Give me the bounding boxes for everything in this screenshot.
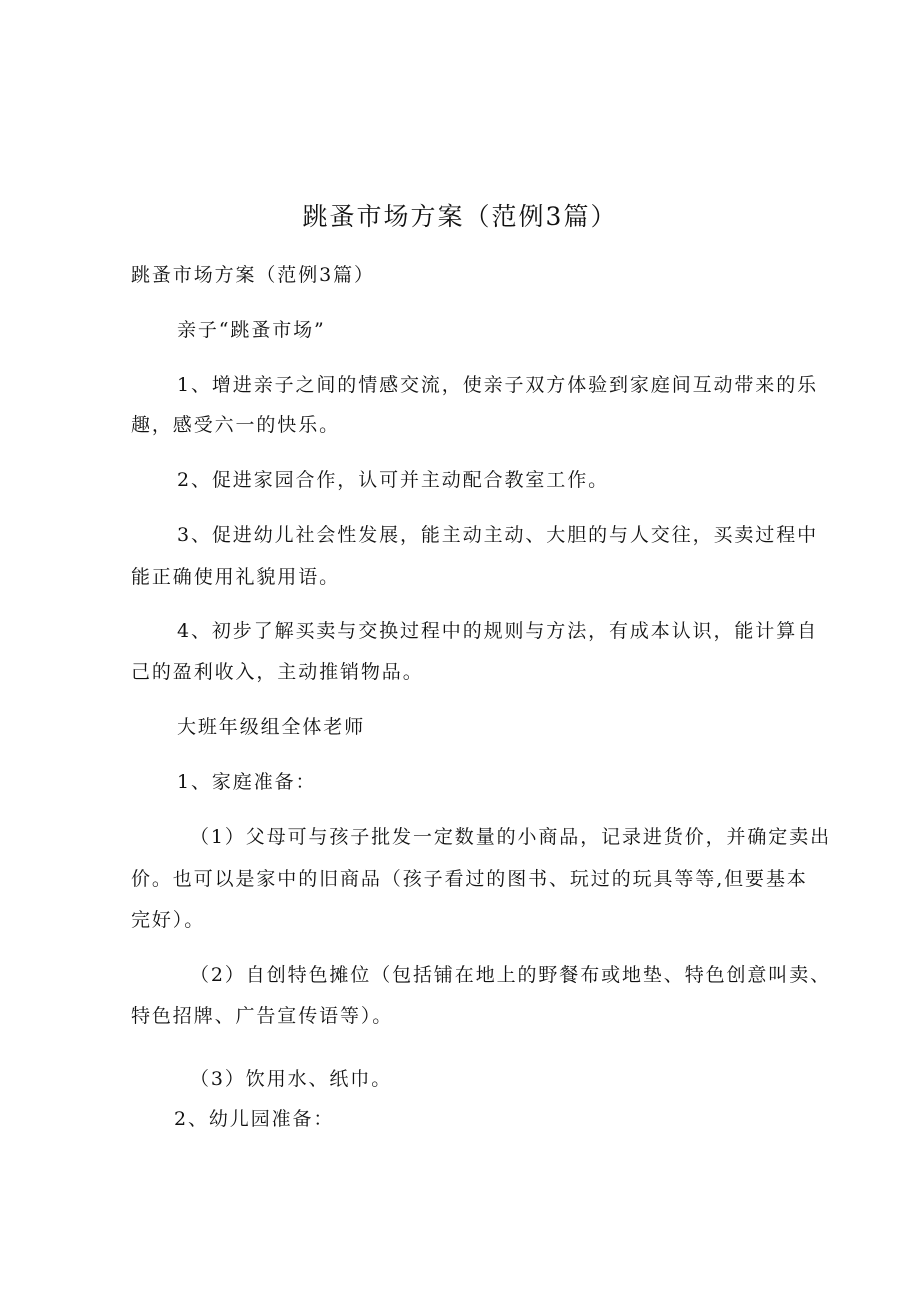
prep-item-1-line-1: （1）父母可与孩子批发一定数量的小商品，记录进货价，并确定卖出 bbox=[190, 826, 831, 848]
prep-item-1-line-3: 完好）。 bbox=[131, 909, 206, 931]
goal-1-line-2: 趣，感受六一的快乐。 bbox=[131, 414, 341, 436]
goal-1-line-1: 1、增进亲子之间的情感交流，使亲子双方体验到家庭间互动带来的乐 bbox=[177, 374, 818, 396]
document-title: 跳蚤市场方案（范例3篇） bbox=[302, 202, 618, 231]
family-preparation-heading: 1、家庭准备： bbox=[177, 771, 317, 793]
prep-item-1-line-2: 价。也可以是家中的旧商品（孩子看过的图书、玩过的玩具等等,但要基本 bbox=[131, 868, 808, 890]
participants: 大班年级组全体老师 bbox=[177, 716, 366, 738]
document-subtitle: 跳蚤市场方案（范例3篇） bbox=[131, 264, 375, 286]
kindergarten-preparation-heading: 2、幼儿园准备： bbox=[174, 1108, 335, 1130]
prep-item-2-line-2: 特色招牌、广告宣传语等）。 bbox=[131, 1005, 394, 1027]
goal-3-line-1: 3、促进幼儿社会性发展，能主动主动、大胆的与人交往，买卖过程中 bbox=[177, 524, 818, 546]
activity-heading: 亲子“跳蚤市场” bbox=[177, 319, 326, 341]
prep-item-2-line-1: （2）自创特色摊位（包括铺在地上的野餐布或地垫、特色创意叫卖、 bbox=[190, 964, 831, 986]
prep-item-3: （3）饮用水、纸巾。 bbox=[190, 1068, 393, 1090]
goal-4-line-1: 4、初步了解买卖与交换过程中的规则与方法，有成本认识，能计算自 bbox=[177, 620, 818, 642]
goal-4-line-2: 己的盈利收入，主动推销物品。 bbox=[131, 661, 424, 683]
goal-2: 2、促进家园合作，认可并主动配合教室工作。 bbox=[177, 469, 609, 491]
goal-3-line-2: 能正确使用礼貌用语。 bbox=[131, 566, 341, 588]
